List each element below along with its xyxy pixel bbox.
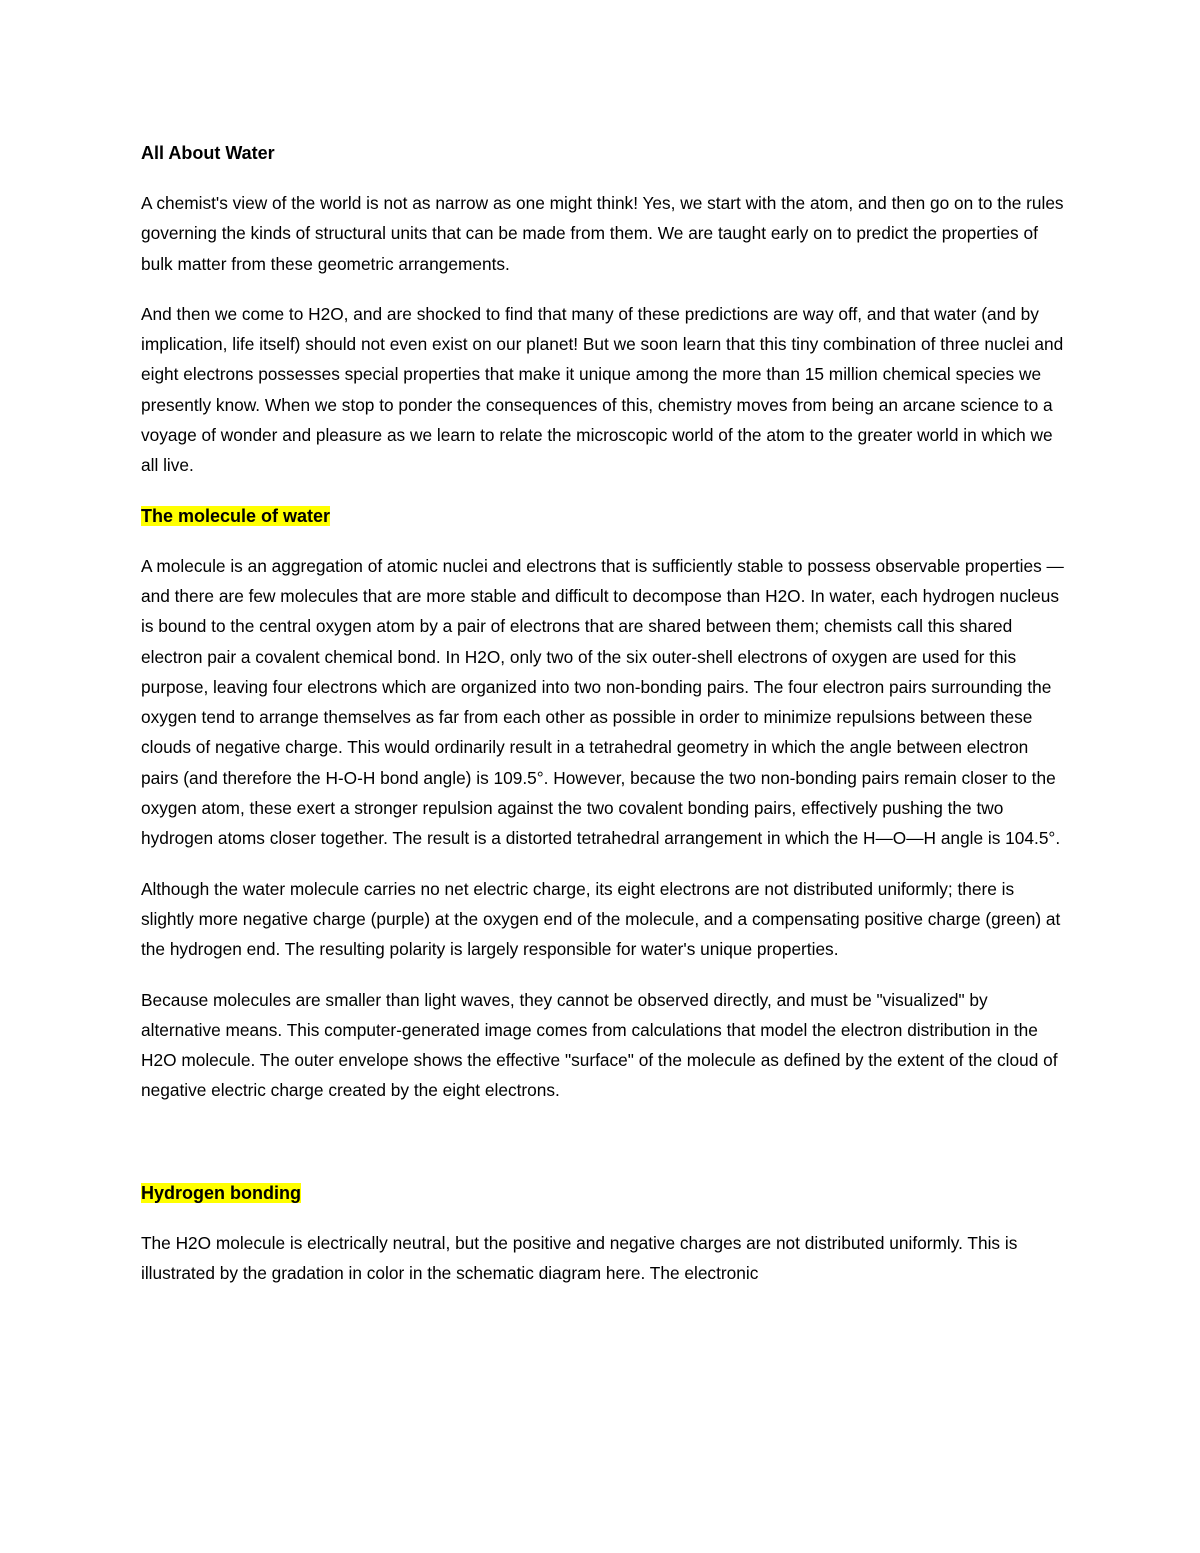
intro-paragraph-2: And then we come to H2O, and are shocked to find that many of these predictions are way off, and that water (and by implication, life itself) should not even exist on our planet! But we soon learn that this tiny combination of three nuclei and eight electrons possesses special properties that make it unique among the more than 15 million chemical species we presently know. When we stop to ponder the consequences of this, chemistry moves from being an arcane science to a voyage of wonder and pleasure as we learn to relate the microscopic world of the atom to the greater world in which we all live.	[141, 303, 1064, 476]
section-heading-hydrogen-bonding	[141, 1178, 1066, 1208]
highlighted-heading-text: The molecule of water	[141, 505, 331, 526]
blank-line	[141, 1126, 1066, 1178]
document-title: All About Water	[141, 143, 275, 163]
highlighted-heading-text: Hydrogen bonding	[141, 1182, 301, 1203]
molecule-paragraph-2: Although the water molecule carries no net electric charge, its eight electrons are not distributed uniformly; there is slightly more negative charge (purple) at the oxygen end of the molecule, and a compensating positive charge (green) at the hydrogen end. The resulting polarity is largely responsible for water's unique properties.	[141, 878, 1061, 960]
section-heading-molecule	[141, 501, 1066, 531]
hydrogen-paragraph-1: The H2O molecule is electrically neutral, but the positive and negative charges are not distributed uniformly. This is illustrated by the gradation in color in the schematic diagram here. The electronic	[141, 1232, 1018, 1284]
document-body	[141, 138, 1066, 1308]
intro-paragraph-1: A chemist's view of the world is not as narrow as one might think! Yes, we start with the atom, and then go on to the rules governing the kinds of structural units that can be made from them. We are taught early on to predict the properties of bulk matter from these geometric arrangements.	[141, 193, 1064, 274]
molecule-paragraph-1: A molecule is an aggregation of atomic nuclei and electrons that is sufficiently stable to possess observable properties — and there are few molecules that are more stable and difficult to decompose than H2O. In water, each hydrogen nucleus is bound to the central oxygen atom by a pair of electrons that are shared between them; chemists call this shared electron pair a covalent chemical bond. In H2O, only two of the six outer-shell electrons of oxygen are used for this purpose, leaving four electrons which are organized into two non-bonding pairs. The four electron pairs surrounding the oxygen tend to arrange themselves as far from each other as possible in order to minimize repulsions between these clouds of negative charge. This would ordinarily result in a tetrahedral geometry in which the angle between electron pairs (and therefore the H-O-H bond angle) is 109.5°. However, because the two non-bonding pairs remain closer to the oxygen atom, these exert a stronger repulsion against the two covalent bonding pairs, effectively pushing the two hydrogen atoms closer together. The result is a distorted tetrahedral arrangement in which the H—O—H angle is 104.5°.	[141, 555, 1064, 849]
molecule-paragraph-3: Because molecules are smaller than light waves, they cannot be observed directly, and must be "visualized" by alternative means. This computer-generated image comes from calculations that model the electron distribution in the H2O molecule. The outer envelope shows the effective "surface" of the molecule as defined by the extent of the cloud of negative electric charge created by the eight electrons.	[141, 989, 1058, 1101]
